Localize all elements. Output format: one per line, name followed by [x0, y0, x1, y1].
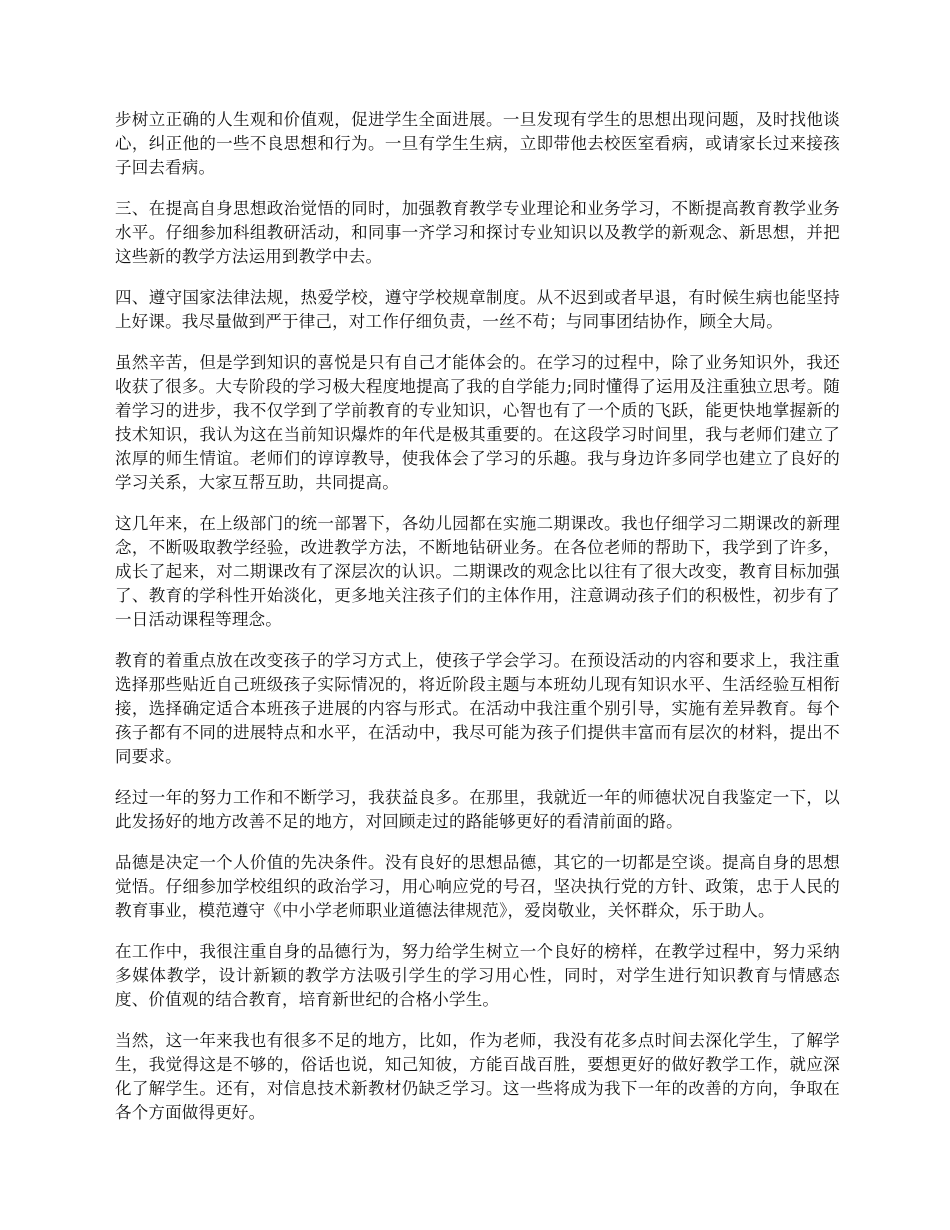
- paragraph-2: 三、在提高自身思想政治觉悟的同时，加强教育教学专业理论和业务学习，不断提高教育教学业务水平。仔细参加科组教研活动，和同事一齐学习和探讨专业知识以及教学的新观念、新思想，并把这些新的教学方法运用到教学中去。: [115, 199, 840, 266]
- paragraph-8: 品德是决定一个人价值的先决条件。没有良好的思想品德，其它的一切都是空谈。提高自身的思想觉悟。仔细参加学校组织的政治学习，用心响应党的号召，坚决执行党的方针、政策，忠于人民的教育事业，模范遵守《中小学老师职业道德法律规范》，爱岗敬业，关怀群众，乐于助人。: [115, 853, 840, 920]
- paragraph-5: 这几年来，在上级部门的统一部署下，各幼儿园都在实施二期课改。我也仔细学习二期课改的新理念，不断吸取教学经验，改进教学方法，不断地钻研业务。在各位老师的帮助下，我学到了许多，成长了起来，对二期课改有了深层次的认识。二期课改的观念比以往有了很大改变，教育目标加强了、教育的学科性开始淡化，更多地关注孩子们的主体作用，注意调动孩子们的积极性，初步有了一日活动课程等理念。: [115, 514, 840, 629]
- paragraph-3: 四、遵守国家法律法规，热爱学校，遵守学校规章制度。从不迟到或者早退，有时候生病也能坚持上好课。我尽量做到严于律己，对工作仔细负责，一丝不苟；与同事团结协作，顾全大局。: [115, 288, 840, 331]
- paragraph-6: 教育的着重点放在改变孩子的学习方式上，使孩子学会学习。在预设活动的内容和要求上，我注重选择那些贴近自己班级孩子实际情况的，将近阶段主题与本班幼儿现有知识水平、生活经验互相衔接，选择确定适合本班孩子进展的内容与形式。在活动中我注重个别引导，实施有差异教育。每个孩子都有不同的进展特点和水平，在活动中，我尽可能为孩子们提供丰富而有层次的材料，提出不同要求。: [115, 651, 840, 766]
- paragraph-4: 虽然辛苦，但是学到知识的喜悦是只有自己才能体会的。在学习的过程中，除了业务知识外，我还收获了很多。大专阶段的学习极大程度地提高了我的自学能力;同时懂得了运用及注重独立思考。随着学习的进步，我不仅学到了学前教育的专业知识，心智也有了一个质的飞跃，能更快地掌握新的技术知识，我认为这在当前知识爆炸的年代是极其重要的。在这段学习时间里，我与老师们建立了浓厚的师生情谊。老师们的谆谆教导，使我体会了学习的乐趣。我与身边许多同学也建立了良好的学习关系，大家互帮互助，共同提高。: [115, 353, 840, 492]
- paragraph-9: 在工作中，我很注重自身的品德行为，努力给学生树立一个良好的榜样，在教学过程中，努力采纳多媒体教学，设计新颖的教学方法吸引学生的学习用心性，同时，对学生进行知识教育与情感态度、价值观的结合教育，培育新世纪的合格小学生。: [115, 942, 840, 1009]
- paragraph-1: 步树立正确的人生观和价值观，促进学生全面进展。一旦发现有学生的思想出现问题，及时找他谈心，纠正他的一些不良思想和行为。一旦有学生生病，立即带他去校医室看病，或请家长过来接孩子回去看病。: [115, 110, 840, 177]
- paragraph-7: 经过一年的努力工作和不断学习，我获益良多。在那里，我就近一年的师德状况自我鉴定一下，以此发扬好的地方改善不足的地方，对回顾走过的路能够更好的看清前面的路。: [115, 788, 840, 831]
- paragraph-10: 当然，这一年来我也有很多不足的地方，比如，作为老师，我没有花多点时间去深化学生，了解学生，我觉得这是不够的，俗话也说，知己知彼，方能百战百胜，要想更好的做好教学工作，就应深化了解学生。还有，对信息技术新教材仍缺乏学习。这一些将成为我下一年的改善的方向，争取在各个方面做得更好。: [115, 1031, 840, 1122]
- document-page: [115, 108, 840, 1142]
